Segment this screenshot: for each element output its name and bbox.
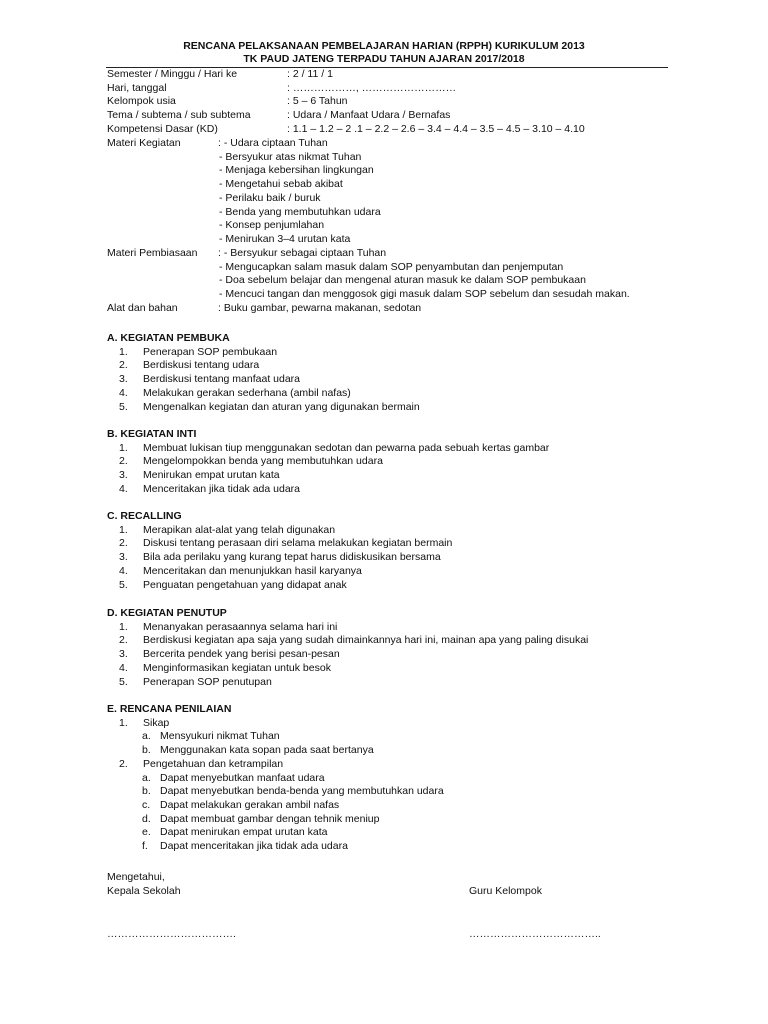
list-text: Melakukan gerakan sederhana (ambil nafas) (143, 386, 351, 399)
sub-text: Mensyukuri nikmat Tuhan (160, 730, 280, 743)
list-text: Sikap (143, 716, 170, 729)
meta-value: : ………………, ……………………… (287, 81, 457, 94)
materi-kegiatan-item: - Konsep penjumlahan (219, 219, 325, 232)
sub-letter: a. (142, 771, 151, 784)
meta-row-tema (107, 109, 667, 123)
materi-kegiatan-first: : - Udara ciptaan Tuhan (218, 137, 328, 149)
list-text: Berdiskusi tentang udara (143, 359, 260, 372)
alat-bahan-value: : Buku gambar, pewarna makanan, sedotan (218, 301, 422, 314)
document-title: RENCANA PELAKSANAAN PEMBELAJARAN HARIAN (RPPH) KURIKULUM 2013 (183, 40, 585, 52)
meta-label: Tema / subtema / sub subtema (107, 109, 251, 122)
materi-kegiatan (107, 137, 667, 247)
section-title: A. KEGIATAN PEMBUKA (107, 332, 230, 344)
list-item (107, 579, 667, 593)
list-text: Berdiskusi kegiatan apa saja yang sudah dimainkannya hari ini, mainan apa yang paling disukai (143, 634, 589, 647)
list-text: Penerapan SOP penutupan (143, 675, 272, 688)
sub-letter: a. (142, 730, 151, 743)
meta-block (107, 68, 667, 137)
materi-kegiatan-item: - Menirukan 3–4 urutan kata (219, 232, 351, 245)
meta-value: : 1.1 – 1.2 – 2 .1 – 2.2 – 2.6 – 3.4 – 4.4 – 3.5 – 4.5 – 3.10 – 4.10 (287, 122, 585, 135)
document-header (0, 40, 768, 66)
signature-block (107, 871, 667, 942)
sub-letter: b. (142, 744, 151, 757)
meta-row-hari (107, 82, 667, 96)
materi-pembiasaan-first: : - Bersyukur sebagai ciptaan Tuhan (218, 247, 387, 259)
list-item (107, 648, 667, 662)
materi-kegiatan-label: Materi Kegiatan (107, 137, 181, 149)
section-title: B. KEGIATAN INTI (107, 428, 197, 440)
list-number: 5. (119, 675, 128, 688)
section-list (107, 524, 667, 593)
section-title: C. RECALLING (107, 510, 182, 522)
materi-kegiatan-item: - Benda yang membutuhkan udara (219, 205, 381, 218)
list-number: 1. (119, 620, 128, 633)
list-number: 3. (119, 551, 128, 564)
sub-text: Dapat menirukan empat urutan kata (160, 826, 328, 839)
list-text: Bercerita pendek yang berisi pesan-pesan (143, 648, 340, 661)
sub-text: Dapat membuat gambar dengan tehnik meniup (160, 812, 380, 825)
list-item (107, 387, 667, 401)
list-number: 5. (119, 400, 128, 413)
sub-letter: b. (142, 785, 151, 798)
meta-row-kd (107, 123, 667, 137)
section-list (107, 758, 667, 772)
meta-value: : 2 / 11 / 1 (287, 68, 333, 80)
meta-value: : 5 – 6 Tahun (287, 95, 348, 108)
sub-letter: e. (142, 826, 151, 839)
list-item (107, 524, 667, 538)
section-list (107, 346, 667, 415)
list-number: 1. (119, 441, 128, 454)
sub-item (107, 772, 667, 786)
list-text: Menceritakan jika tidak ada udara (143, 482, 301, 495)
list-item (107, 469, 667, 483)
list-number: 4. (119, 564, 128, 577)
list-text: Merapikan alat-alat yang telah digunakan (143, 523, 336, 536)
list-text: Diskusi tentang perasaan diri selama melakukan kegiatan bermain (143, 537, 453, 550)
list-number: 2. (119, 359, 128, 372)
meta-label: Semester / Minggu / Hari ke (107, 68, 238, 80)
sub-text: Dapat menceritakan jika tidak ada udara (160, 840, 348, 853)
list-number: 2. (119, 537, 128, 550)
meta-row-semester (107, 68, 667, 82)
list-item (107, 758, 667, 772)
list-text: Mengenalkan kegiatan dan aturan yang digunakan bermain (143, 400, 420, 413)
sub-text: Dapat melakukan gerakan ambil nafas (160, 798, 340, 811)
mengetahui-label: Mengetahui, (107, 871, 165, 883)
materi-kegiatan-item: - Bersyukur atas nikmat Tuhan (219, 150, 362, 163)
list-item (107, 621, 667, 635)
list-item (107, 401, 667, 415)
list-number: 2. (119, 455, 128, 468)
list-number: 4. (119, 661, 128, 674)
list-text: Penerapan SOP pembukaan (143, 345, 278, 358)
list-number: 4. (119, 482, 128, 495)
list-number: 4. (119, 386, 128, 399)
list-number: 1. (119, 523, 128, 536)
materi-kegiatan-item: - Menjaga kebersihan lingkungan (219, 164, 374, 177)
sub-letter: c. (142, 798, 151, 811)
list-item (107, 483, 667, 497)
materi-pembiasaan-item: - Mengucapkan salam masuk dalam SOP penyambutan dan penjemputan (219, 260, 564, 273)
signature-lines (107, 928, 667, 942)
meta-label: Kompetensi Dasar (KD) (107, 122, 218, 135)
list-number: 3. (119, 469, 128, 482)
section-list (107, 717, 667, 731)
sub-letter: f. (142, 840, 148, 853)
section-title: E. RENCANA PENILAIAN (107, 703, 232, 715)
list-item (107, 442, 667, 456)
section-penutup (107, 607, 667, 689)
list-text: Pengetahuan dan ketrampilan (143, 757, 284, 770)
list-number: 3. (119, 648, 128, 661)
list-text: Menirukan empat urutan kata (143, 469, 280, 482)
materi-kegiatan-item: - Mengetahui sebab akibat (219, 178, 343, 191)
meta-label: Hari, tanggal (107, 81, 167, 94)
list-text: Berdiskusi tentang manfaat udara (143, 373, 301, 386)
list-item (107, 565, 667, 579)
signature-roles (107, 885, 667, 899)
sub-item (107, 730, 667, 744)
kepala-sekolah-label: Kepala Sekolah (107, 884, 181, 897)
list-number: 3. (119, 373, 128, 386)
list-item (107, 662, 667, 676)
list-number: 5. (119, 578, 128, 591)
meta-label: Kelompok usia (107, 95, 176, 108)
section-pembuka (107, 332, 667, 414)
sub-text: Dapat menyebutkan benda-benda yang membutuhkan udara (160, 785, 444, 798)
list-item (107, 455, 667, 469)
materi-pembiasaan-label: Materi Pembiasaan (107, 247, 198, 259)
sub-item (107, 826, 667, 840)
list-item (107, 676, 667, 690)
list-number: 1. (119, 716, 128, 729)
list-text: Mengelompokkan benda yang membutuhkan udara (143, 455, 383, 468)
list-item (107, 373, 667, 387)
sub-letter: d. (142, 812, 151, 825)
section-penilaian (107, 703, 667, 854)
materi-pembiasaan (107, 247, 667, 316)
list-text: Penguatan pengetahuan yang didapat anak (143, 578, 347, 591)
materi-kegiatan-row (107, 137, 667, 151)
list-item (107, 717, 667, 731)
materi-pembiasaan-item: - Doa sebelum belajar dan mengenal aturan masuk ke dalam SOP pembukaan (219, 274, 586, 287)
meta-row-kelompok (107, 95, 667, 109)
list-item (107, 359, 667, 373)
alat-bahan-label: Alat dan bahan (107, 301, 178, 314)
list-item (107, 551, 667, 565)
sub-item (107, 799, 667, 813)
kepala-signature-line: ………………………………. (107, 928, 236, 941)
list-number: 2. (119, 757, 128, 770)
section-list (107, 442, 667, 497)
sub-text: Dapat menyebutkan manfaat udara (160, 771, 325, 784)
sub-item (107, 840, 667, 854)
list-number: 1. (119, 345, 128, 358)
guru-signature-line: ……………………………….. (469, 928, 601, 941)
section-list (107, 621, 667, 690)
list-text: Menginformasikan kegiatan untuk besok (143, 661, 331, 674)
materi-kegiatan-item: - Perilaku baik / buruk (219, 191, 321, 204)
sub-text: Menggunakan kata sopan pada saat bertanya (160, 744, 374, 757)
sub-item (107, 813, 667, 827)
list-item (107, 537, 667, 551)
section-inti (107, 428, 667, 497)
materi-pembiasaan-item: - Mencuci tangan dan menggosok gigi masuk dalam SOP sebelum dan sesudah makan. (219, 288, 630, 301)
alat-bahan-row (107, 302, 667, 316)
list-item (107, 634, 667, 648)
guru-kelompok-label: Guru Kelompok (469, 884, 542, 897)
list-text: Bila ada perilaku yang kurang tepat harus didiskusikan bersama (143, 551, 441, 564)
section-recalling (107, 510, 667, 592)
materi-pembiasaan-row (107, 247, 667, 261)
list-text: Membuat lukisan tiup menggunakan sedotan dan pewarna pada sebuah kertas gambar (143, 441, 550, 454)
sub-item (107, 744, 667, 758)
list-item (107, 346, 667, 360)
list-text: Menceritakan dan menunjukkan hasil karyanya (143, 564, 362, 577)
list-number: 2. (119, 634, 128, 647)
meta-value: : Udara / Manfaat Udara / Bernafas (287, 109, 451, 122)
section-title: D. KEGIATAN PENUTUP (107, 607, 227, 619)
document-subtitle: TK PAUD JATENG TERPADU TAHUN AJARAN 2017/2018 (243, 53, 525, 65)
list-text: Menanyakan perasaannya selama hari ini (143, 620, 338, 633)
sub-item (107, 785, 667, 799)
